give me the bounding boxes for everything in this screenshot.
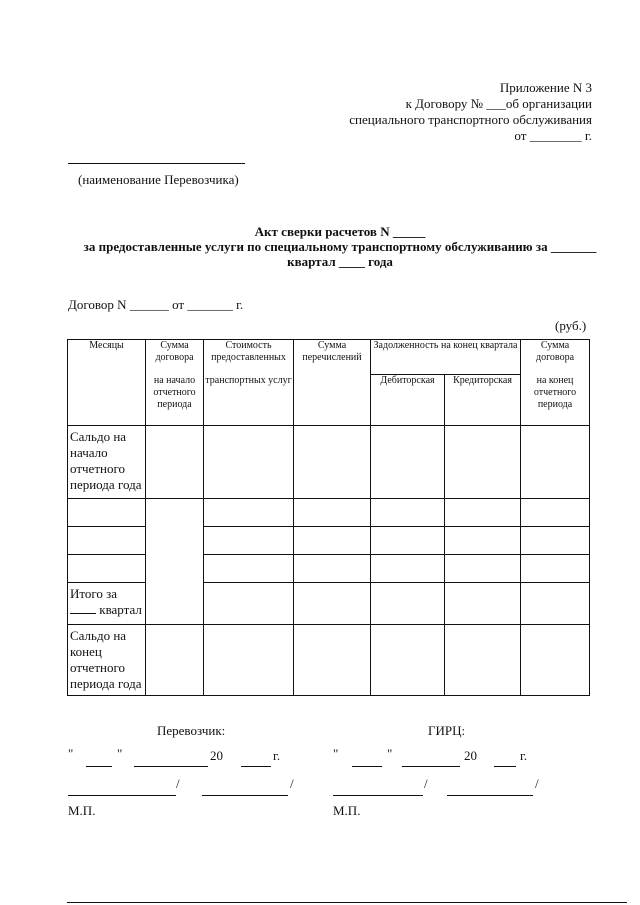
table-cell	[294, 426, 371, 499]
table-cell	[521, 499, 590, 527]
table-cell	[371, 426, 445, 499]
page-bottom-rule	[67, 902, 627, 903]
header-sum-contract-top: Сумма договора	[146, 340, 204, 375]
table-cell	[294, 625, 371, 696]
girc-stamp: М.П.	[333, 803, 361, 818]
carrier-signature-line	[68, 795, 176, 796]
header-cost-bottom: транспортных услуг	[204, 375, 294, 426]
girc-year-line	[494, 766, 516, 767]
carrier-name-caption: (наименование Перевозчика)	[78, 172, 239, 187]
girc-slash-2: /	[535, 776, 539, 791]
contract-line: Договор N ______ от _______ г.	[68, 297, 244, 312]
table-row-closing	[68, 625, 590, 696]
table-cell	[204, 499, 294, 527]
table-cell	[68, 527, 146, 555]
table-cell	[68, 555, 146, 583]
header-debit: Дебиторская	[371, 375, 445, 426]
appendix-number: Приложение N 3	[499, 80, 592, 95]
girc-quote-open: "	[333, 746, 339, 761]
carrier-quote-close: "	[117, 746, 123, 761]
row-label-closing: Сальдо на конец отчетного периода года	[68, 625, 146, 696]
total-suffix: квартал	[99, 602, 142, 617]
carrier-slash-1: /	[176, 776, 180, 791]
quarter-blank	[70, 603, 96, 614]
header-cost-top: Стоимость предоставленных	[204, 340, 294, 375]
girc-signature-label: ГИРЦ:	[428, 723, 466, 738]
table-cell	[294, 527, 371, 555]
row-label-opening: Сальдо на начало отчетного периода года	[68, 426, 146, 499]
carrier-year-suffix: г.	[273, 748, 281, 763]
currency-note: (руб.)	[555, 318, 587, 333]
header-credit: Кредиторская	[445, 375, 521, 426]
carrier-month-line	[134, 766, 208, 767]
table-cell	[371, 583, 445, 625]
table-cell	[204, 426, 294, 499]
table-cell	[146, 426, 204, 499]
title-line-3: квартал ____ года	[287, 254, 393, 269]
girc-quote-close: "	[387, 746, 393, 761]
girc-month-line	[402, 766, 460, 767]
total-prefix: Итого за	[70, 586, 118, 601]
header-sum-contract-bottom: на начало отчетного периода	[146, 375, 204, 426]
table-cell	[294, 499, 371, 527]
table-cell	[521, 625, 590, 696]
title-line-1: Акт сверки расчетов N _____	[254, 224, 426, 239]
table-cell	[204, 555, 294, 583]
table-cell	[294, 583, 371, 625]
appendix-service-type: специального транспортного обслуживания	[349, 112, 592, 127]
girc-name-line	[447, 795, 533, 796]
table-cell	[521, 555, 590, 583]
row-label-total	[68, 583, 146, 625]
table-cell	[445, 426, 521, 499]
appendix-header	[349, 80, 592, 144]
girc-slash-1: /	[424, 776, 428, 791]
carrier-slash-2: /	[290, 776, 294, 791]
girc-signature-line	[333, 795, 423, 796]
table-cell	[445, 499, 521, 527]
title-line-2: за предоставленные услуги по специальному транспортному обслуживанию за _______	[83, 239, 597, 254]
table-cell	[521, 583, 590, 625]
header-months: Месяцы	[68, 340, 146, 426]
girc-day-line	[352, 766, 382, 767]
girc-year-suffix: г.	[520, 748, 528, 763]
table-cell	[294, 555, 371, 583]
table-cell	[371, 499, 445, 527]
table-cell	[445, 527, 521, 555]
table-row-month-1	[68, 499, 590, 527]
document-title	[60, 224, 620, 269]
table-cell	[445, 555, 521, 583]
appendix-date: от ________ г.	[514, 128, 592, 143]
carrier-year-line	[241, 766, 271, 767]
table-cell	[204, 625, 294, 696]
appendix-contract-ref: к Договору № ___об организации	[405, 96, 592, 111]
header-transfers: Сумма перечислений	[294, 340, 371, 426]
header-sum-end-top: Сумма договора	[521, 340, 590, 375]
header-sum-end-bottom: на конец отчетного периода	[521, 375, 590, 426]
table-cell	[371, 527, 445, 555]
carrier-name-line	[202, 795, 288, 796]
table-cell	[204, 527, 294, 555]
table-cell-merged	[146, 499, 204, 625]
table-cell	[371, 625, 445, 696]
girc-year-prefix: 20	[464, 748, 477, 763]
header-debt: Задолженность на конец квартала	[371, 340, 521, 375]
carrier-signature-label: Перевозчик:	[157, 723, 226, 738]
table-cell	[68, 499, 146, 527]
table-cell	[445, 625, 521, 696]
table-row-opening	[68, 426, 590, 499]
carrier-name-line	[68, 163, 245, 164]
table-cell	[371, 555, 445, 583]
carrier-year-prefix: 20	[210, 748, 223, 763]
carrier-quote-open: "	[68, 746, 74, 761]
reconciliation-table	[67, 339, 590, 696]
table-cell	[204, 583, 294, 625]
carrier-day-line	[86, 766, 112, 767]
carrier-stamp: М.П.	[68, 803, 96, 818]
table-cell	[146, 625, 204, 696]
table-cell	[521, 426, 590, 499]
table-cell	[445, 583, 521, 625]
table-cell	[521, 527, 590, 555]
